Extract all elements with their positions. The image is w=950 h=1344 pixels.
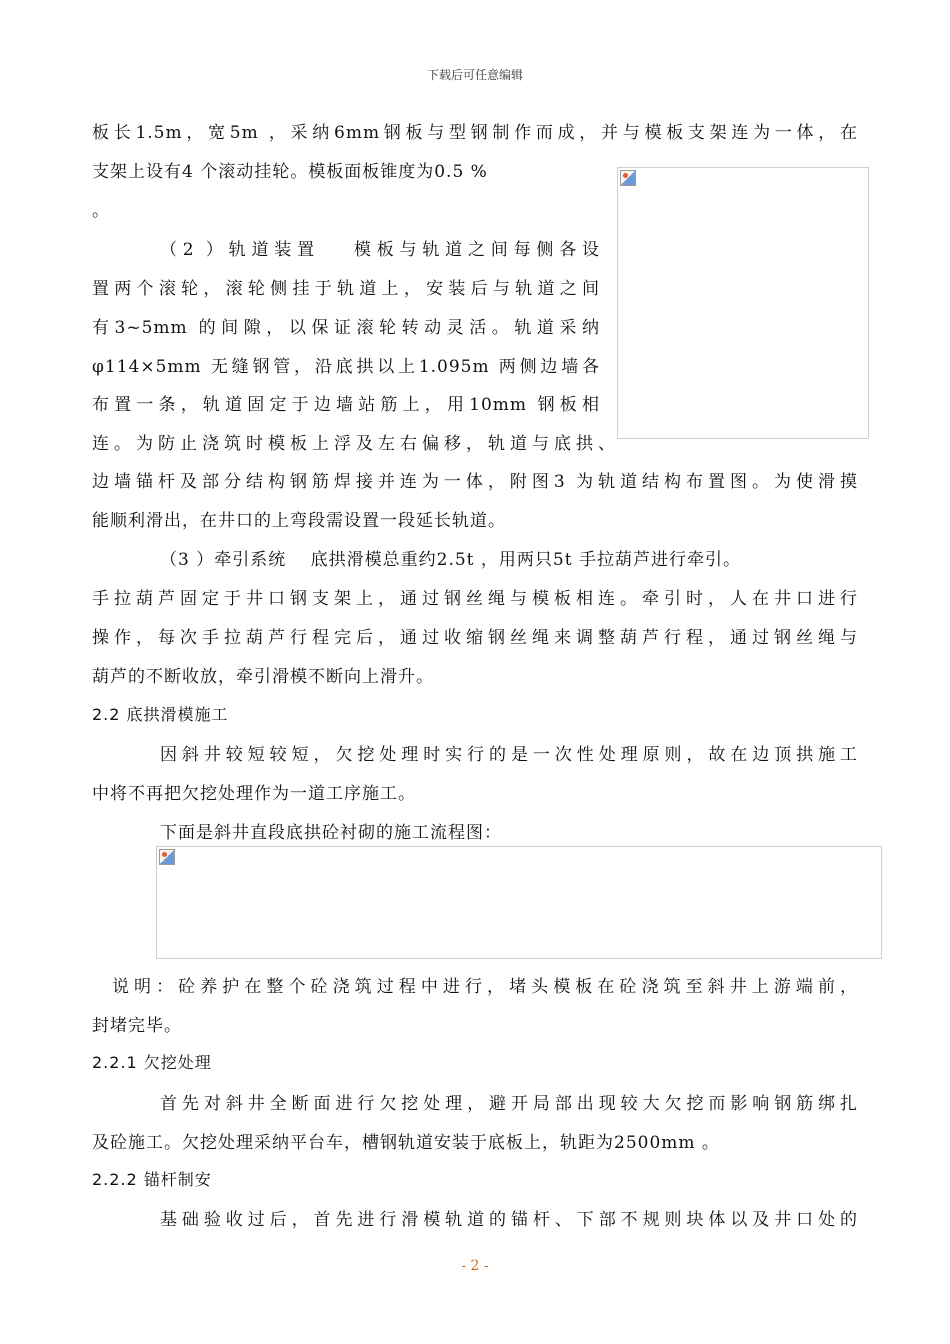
paragraph-line: 手拉葫芦固定于井口钢支架上，通过钢丝绳与模板相连。牵引时，人在井口进行	[92, 589, 858, 609]
paragraph-line: 因斜井较短较短，欠挖处理时实行的是一次性处理原则，故在边顶拱施工	[160, 745, 858, 765]
paragraph-line: 布置一条，轨道固定于边墙站筋上，用10mm 钢板相	[92, 395, 600, 415]
paragraph-line: 能顺利滑出，在井口的上弯段需设置一段延长轨道。	[92, 511, 506, 531]
page-number: - 2 -	[461, 1258, 489, 1274]
broken-image-icon	[620, 170, 636, 186]
paragraph-line: （2 ）轨道装置 模板与轨道之间每侧各设	[160, 240, 600, 260]
paragraph-line: 边墙锚杆及部分结构钢筋焊接并连为一体，附图3 为轨道结构布置图。为使滑摸	[92, 472, 858, 492]
paragraph-line: 操作，每次手拉葫芦行程完后，通过收缩钢丝绳来调整葫芦行程，通过钢丝绳与	[92, 628, 858, 648]
paragraph-line: 及砼施工。欠挖处理采纳平台车，槽钢轨道安装于底板上，轨距为2500mm 。	[92, 1133, 720, 1153]
paragraph-line: φ114×5mm 无缝钢管，沿底拱以上1.095m 两侧边墙各	[92, 357, 600, 377]
paragraph-line: 葫芦的不断收放，牵引滑模不断向上滑升。	[92, 667, 434, 687]
paragraph-line: 首先对斜井全断面进行欠挖处理，避开局部出现较大欠挖而影响钢筋绑扎	[160, 1094, 858, 1114]
paragraph-line: 板长1.5m，宽5m ，采纳6mm钢板与型钢制作而成，并与模板支架连为一体，在	[92, 123, 858, 143]
paragraph-line: 说明：砼养护在整个砼浇筑过程中进行，堵头模板在砼浇筑至斜井上游端前，	[112, 977, 858, 997]
broken-image-icon	[159, 849, 175, 865]
section-heading: 2.2 底拱滑模施工	[92, 705, 229, 724]
section-heading: 2.2.2 锚杆制安	[92, 1170, 212, 1189]
paragraph-line: 支架上设有4 个滚动挂轮。模板面板锥度为0.5 %	[92, 162, 488, 182]
paragraph-line: （3 ）牵引系统 底拱滑模总重约2.5t ，用两只5t 手拉葫芦进行牵引。	[160, 550, 741, 570]
paragraph-line: 有3~5mm 的间隙，以保证滚轮转动灵活。轨道采纳	[92, 318, 600, 338]
rail-structure-image-placeholder	[617, 167, 869, 439]
paragraph-line: 中将不再把欠挖处理作为一道工序施工。	[92, 784, 416, 804]
page-header: 下载后可任意编辑	[426, 68, 523, 82]
paragraph-line: 下面是斜井直段底拱砼衬砌的施工流程图：	[160, 823, 502, 843]
paragraph-line: 。	[92, 201, 110, 221]
paragraph-line: 连。为防止浇筑时模板上浮及左右偏移，轨道与底拱、	[92, 434, 616, 454]
section-heading: 2.2.1 欠挖处理	[92, 1053, 212, 1072]
flowchart-image-placeholder	[156, 846, 882, 959]
paragraph-line: 封堵完毕。	[92, 1016, 182, 1036]
paragraph-line: 基础验收过后，首先进行滑模轨道的锚杆、下部不规则块体以及井口处的	[160, 1210, 858, 1230]
paragraph-line: 置两个滚轮，滚轮侧挂于轨道上，安装后与轨道之间	[92, 279, 600, 299]
